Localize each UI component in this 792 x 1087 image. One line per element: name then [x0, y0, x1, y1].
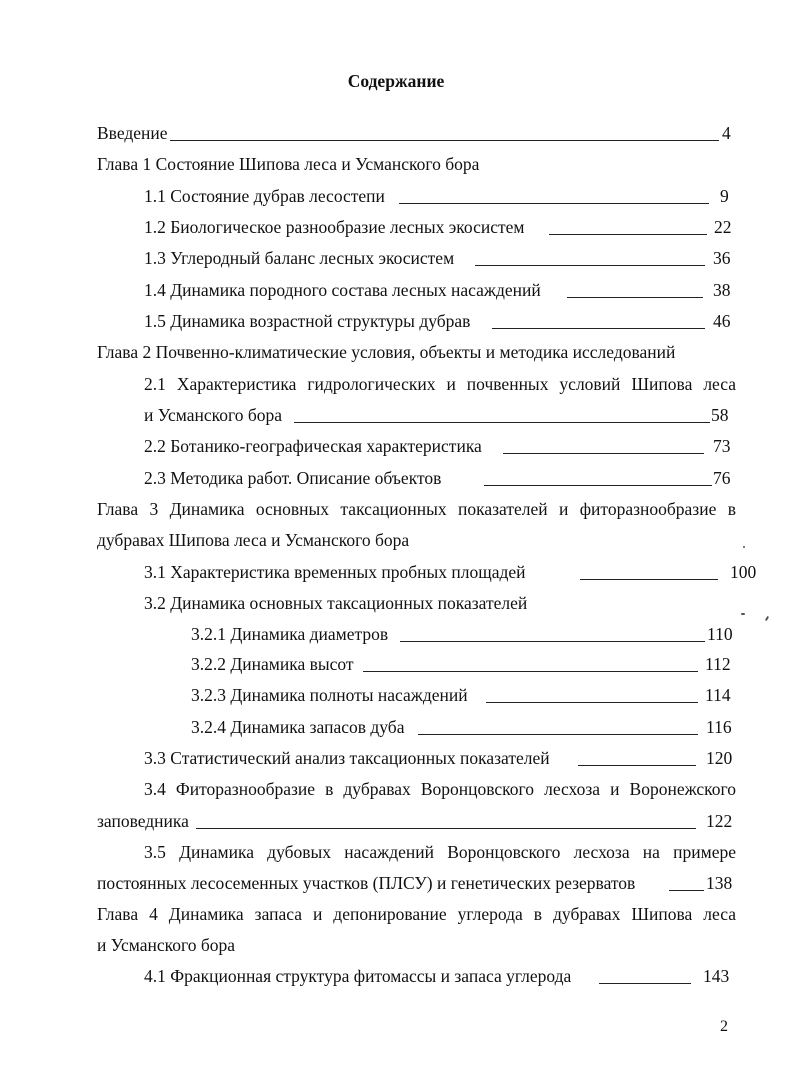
toc-page-number: 120: [706, 748, 733, 768]
toc-page-number: 38: [713, 280, 731, 300]
dot-leader: [567, 297, 703, 298]
page-title: Содержание: [347, 71, 445, 91]
toc-page-number: 46: [713, 311, 731, 331]
toc-page-number: 76: [713, 468, 731, 488]
toc-entry-text: 2.2 Ботанико-географическая характеристика: [144, 436, 482, 456]
page-number: 2: [720, 1018, 728, 1035]
dot-leader: [400, 641, 705, 642]
toc-chapter-2: Глава 2 Почвенно-климатические условия, объекты и методика исследований: [97, 342, 676, 362]
toc-entry-text: 3.1 Характеристика временных пробных площадей: [144, 562, 526, 582]
dot-leader: [599, 983, 691, 984]
dot-leader: [196, 828, 696, 829]
toc-page-number: 143: [703, 966, 730, 986]
toc-entry-3-4-line1: 3.4 Фиторазнообразие в дубравах Воронцовского лесхоза и Воронежского: [144, 779, 736, 799]
toc-chapter-4-line2: и Усманского бора: [97, 935, 236, 955]
dot-leader: [484, 485, 712, 486]
toc-entry-text: 4.1 Фракционная структура фитомассы и запаса углерода: [144, 966, 572, 986]
toc-page-number: 116: [706, 717, 732, 737]
toc-entry-text: постоянных лесосеменных участков (ПЛСУ) и генетических резерватов: [97, 873, 636, 893]
toc-chapter-3-line1: Глава 3 Динамика основных таксационных показателей и фиторазнообразие в: [97, 499, 736, 519]
toc-entry-text: 1.4 Динамика породного состава лесных насаждений: [144, 280, 541, 300]
toc-page-number: 114: [705, 685, 731, 705]
scan-speck: [743, 546, 745, 548]
toc-entry-text: 3.2.4 Динамика запасов дуба: [191, 717, 405, 737]
dot-leader: [492, 328, 705, 329]
toc-page-number: 122: [706, 811, 733, 831]
toc-chapter-1: Глава 1 Состояние Шипова леса и Усманского бора: [97, 154, 480, 174]
toc-page-number: 110: [707, 624, 733, 644]
dot-leader: [503, 453, 704, 454]
toc-entry-3-5-line1: 3.5 Динамика дубовых насаждений Воронцовского лесхоза на примере: [144, 842, 736, 862]
toc-page-number: 36: [713, 248, 731, 268]
toc-entry-3-2: 3.2 Динамика основных таксационных показателей: [144, 593, 528, 613]
toc-page-number: 73: [713, 436, 731, 456]
dot-leader: [475, 265, 705, 266]
scan-speck: [741, 613, 745, 615]
toc-entry-text: 1.1 Состояние дубрав лесостепи: [144, 186, 385, 206]
toc-entry-text: и Усманского бора: [144, 405, 283, 425]
toc-entry-text: 1.3 Углеродный баланс лесных экосистем: [144, 248, 455, 268]
toc-entry-2-1-line1: 2.1 Характеристика гидрологических и почвенных условий Шипова леса: [144, 374, 736, 394]
toc-entry-text: Введение: [97, 123, 168, 143]
toc-page-number: 58: [711, 405, 729, 425]
toc-page-number: 112: [705, 654, 731, 674]
toc-entry-text: 3.2.3 Динамика полноты насаждений: [191, 685, 468, 705]
dot-leader: [486, 702, 698, 703]
toc-entry-text: заповедника: [97, 811, 189, 831]
toc-entry-text: 2.3 Методика работ. Описание объектов: [144, 468, 442, 488]
toc-entry-text: 1.2 Биологическое разнообразие лесных экосистем: [144, 217, 525, 237]
dot-leader: [580, 579, 718, 580]
toc-page-number: 4: [722, 123, 731, 143]
dot-leader: [549, 234, 707, 235]
toc-page-number: 138: [706, 873, 733, 893]
toc-page-number: 9: [720, 186, 729, 206]
dot-leader: [363, 671, 698, 672]
toc-entry-text: 3.3 Статистический анализ таксационных показателей: [144, 748, 550, 768]
toc-chapter-4-line1: Глава 4 Динамика запаса и депонирование углерода в дубравах Шипова леса: [97, 904, 736, 924]
dot-leader: [294, 422, 710, 423]
dot-leader: [170, 140, 719, 141]
toc-page-number: 100: [730, 562, 757, 582]
dot-leader: [399, 203, 709, 204]
toc-entry-text: 1.5 Динамика возрастной структуры дубрав: [144, 311, 471, 331]
toc-entry-text: 3.2.2 Динамика высот: [191, 654, 354, 674]
dot-leader: [418, 734, 698, 735]
toc-entry-text: 3.2.1 Динамика диаметров: [191, 624, 389, 644]
toc-chapter-3-line2: дубравах Шипова леса и Усманского бора: [97, 530, 410, 550]
dot-leader: [578, 765, 696, 766]
dot-leader: [669, 890, 704, 891]
toc-page-number: 22: [714, 217, 732, 237]
